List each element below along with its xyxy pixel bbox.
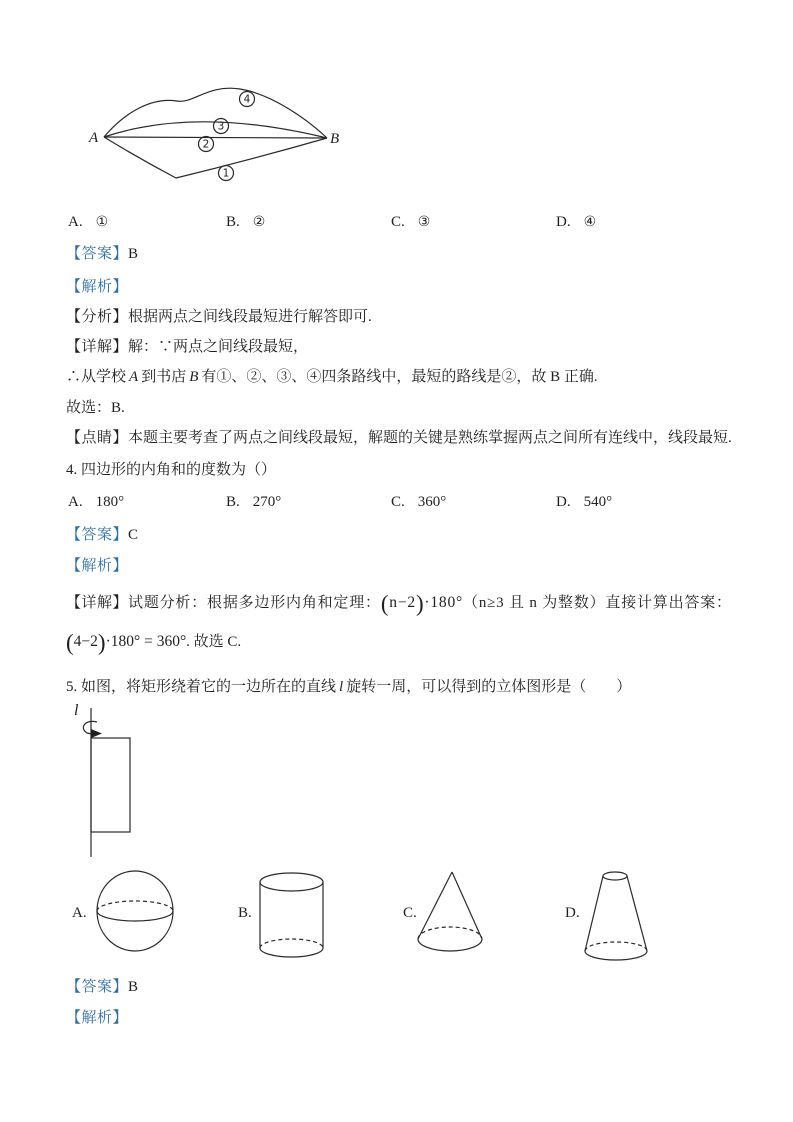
route-1-number: 1 [222,167,230,180]
q3-fenxi-line [66,308,372,326]
q4-answer-line [66,526,138,544]
q3-option-d-value: ④ [583,214,597,230]
q4-option-a-value: 180° [95,494,125,510]
q3-dianjing-line [66,429,732,447]
route-2-number: 2 [202,138,210,151]
route-4-badge [240,92,255,107]
jiexi-label: 【解析】 [66,279,129,295]
fenxi-label: 【分析】 [66,309,129,325]
q3-xiangjie-text: 解：∵两点之间线段最短， [128,339,309,355]
q4-detail-pre: 试题分析：根据多边形内角和定理： [128,595,381,611]
q5-jiexi-line [66,1009,128,1027]
q4-option-a-key: A. [68,494,83,510]
paren-close: ) [415,591,425,616]
q4-calc-body: 4−2 [73,633,98,650]
q3-guxuan-line [66,399,125,417]
q4-jiexi-line [66,557,128,575]
q4-option-c-key: C. [391,494,405,510]
paren-close: ) [97,630,106,655]
axis-l-label: l [74,702,79,719]
q3-answer-value: B [128,246,139,262]
q3-answer-line [66,245,138,263]
xiangjie-label: 【详解】 [66,595,129,611]
paren-open: ( [380,591,390,616]
q4-option-d-value: 540° [583,494,613,510]
q3-option-c-key: C. [391,214,405,230]
q4-detail-post: （n≥3 且 n 为整数）直接计算出答案： [463,595,732,611]
q4-calc-tail: . 故选 C. [186,634,242,650]
route-1-badge [219,166,234,181]
q4-option-b-value: 270° [252,494,282,510]
q4-calc-rest: ·180° = 360° [105,633,187,650]
q4-option-c-value: 360° [417,494,447,510]
sphere-shape [97,871,173,951]
rotation-arrowhead [91,729,102,738]
rotation-figure [60,698,190,866]
jiexi-label: 【解析】 [66,1010,129,1026]
route-3-number: 3 [217,120,225,133]
route-4-number: 4 [243,93,251,106]
route-2-line [104,137,327,138]
q3-option-a-value: ① [95,214,109,230]
q5-title-seg1: 5. 如图，将矩形绕着它的一边所在的直线 [66,679,337,695]
q3-conclusion-seg3: 有①、②、③、④四条路线中，最短的路线是②，故 B 正确. [201,369,598,385]
q4-option-a [68,494,124,511]
route-3-curve [104,122,327,138]
q5-option-b-key: B. [238,905,252,921]
q4-option-d [556,494,612,511]
rectangle-shape [91,738,130,832]
q3-conclusion-a: A [129,369,139,385]
answer-label: 【答案】 [66,246,129,262]
paren-open: ( [66,630,74,655]
q3-conclusion-seg2: 到书店 [141,369,187,385]
q4-answer-value: C [128,527,139,543]
dianjing-label: 【点睛】 [66,430,129,446]
point-b-label: B [330,131,340,147]
q3-guxuan-text: 故选：B. [66,400,125,416]
q3-dianjing-text: 本题主要考查了两点之间线段最短，解题的关键是熟练掌握两点之间所有连线中，线段最短. [128,430,732,446]
frustum-shape [585,872,647,960]
q4-formula-rest: ·180° [424,594,464,611]
q3-option-a [68,214,108,231]
q4-title [66,461,276,479]
route-2-badge [199,137,214,152]
q3-option-b-value: ② [252,214,266,230]
q3-option-d [556,214,596,231]
q3-option-c [391,214,430,231]
q3-fenxi-text: 根据两点之间线段最短进行解答即可. [128,309,372,325]
q3-jiexi-line [66,278,128,296]
solids-figure [60,862,740,970]
q5-answer-value: B [128,979,139,995]
q5-title [66,678,631,696]
cylinder-shape [260,873,323,957]
route-3-badge [214,119,229,134]
q5-answer-line [66,978,138,996]
q3-option-a-key: A. [68,214,83,230]
q3-conclusion-line [66,368,598,386]
q3-conclusion-b: B [189,369,199,385]
xiangjie-label: 【详解】 [66,339,129,355]
q4-formula-body: n−2 [389,594,416,611]
route-1-path [104,137,327,178]
q5-option-c-key: C. [403,905,417,921]
q3-conclusion-seg1: ∴从学校 [66,369,127,385]
q4-title-text: 4. 四边形的内角和的度数为（） [66,462,277,478]
q3-xiangjie-line [66,338,308,356]
q3-option-b [226,214,265,231]
q4-option-b-key: B. [226,494,240,510]
point-a-label: A [89,130,99,146]
q4-option-b [226,494,281,511]
q5-option-d-key: D. [565,905,580,921]
answer-label: 【答案】 [66,527,129,543]
cone-shape [418,872,482,951]
q5-title-line-l: l [339,679,344,695]
route-figure [80,76,350,188]
q4-calc-line [66,631,241,654]
q3-option-d-key: D. [556,214,571,230]
q4-option-d-key: D. [556,494,571,510]
jiexi-label: 【解析】 [66,558,129,574]
q5-title-seg2: 旋转一周，可以得到的立体图形是（ ） [346,679,632,695]
q3-option-b-key: B. [226,214,240,230]
q4-option-c [391,494,446,511]
answer-label: 【答案】 [66,979,129,995]
q5-option-a-key: A. [72,905,87,921]
q4-detail-line [66,592,732,615]
q3-option-c-value: ③ [417,214,431,230]
